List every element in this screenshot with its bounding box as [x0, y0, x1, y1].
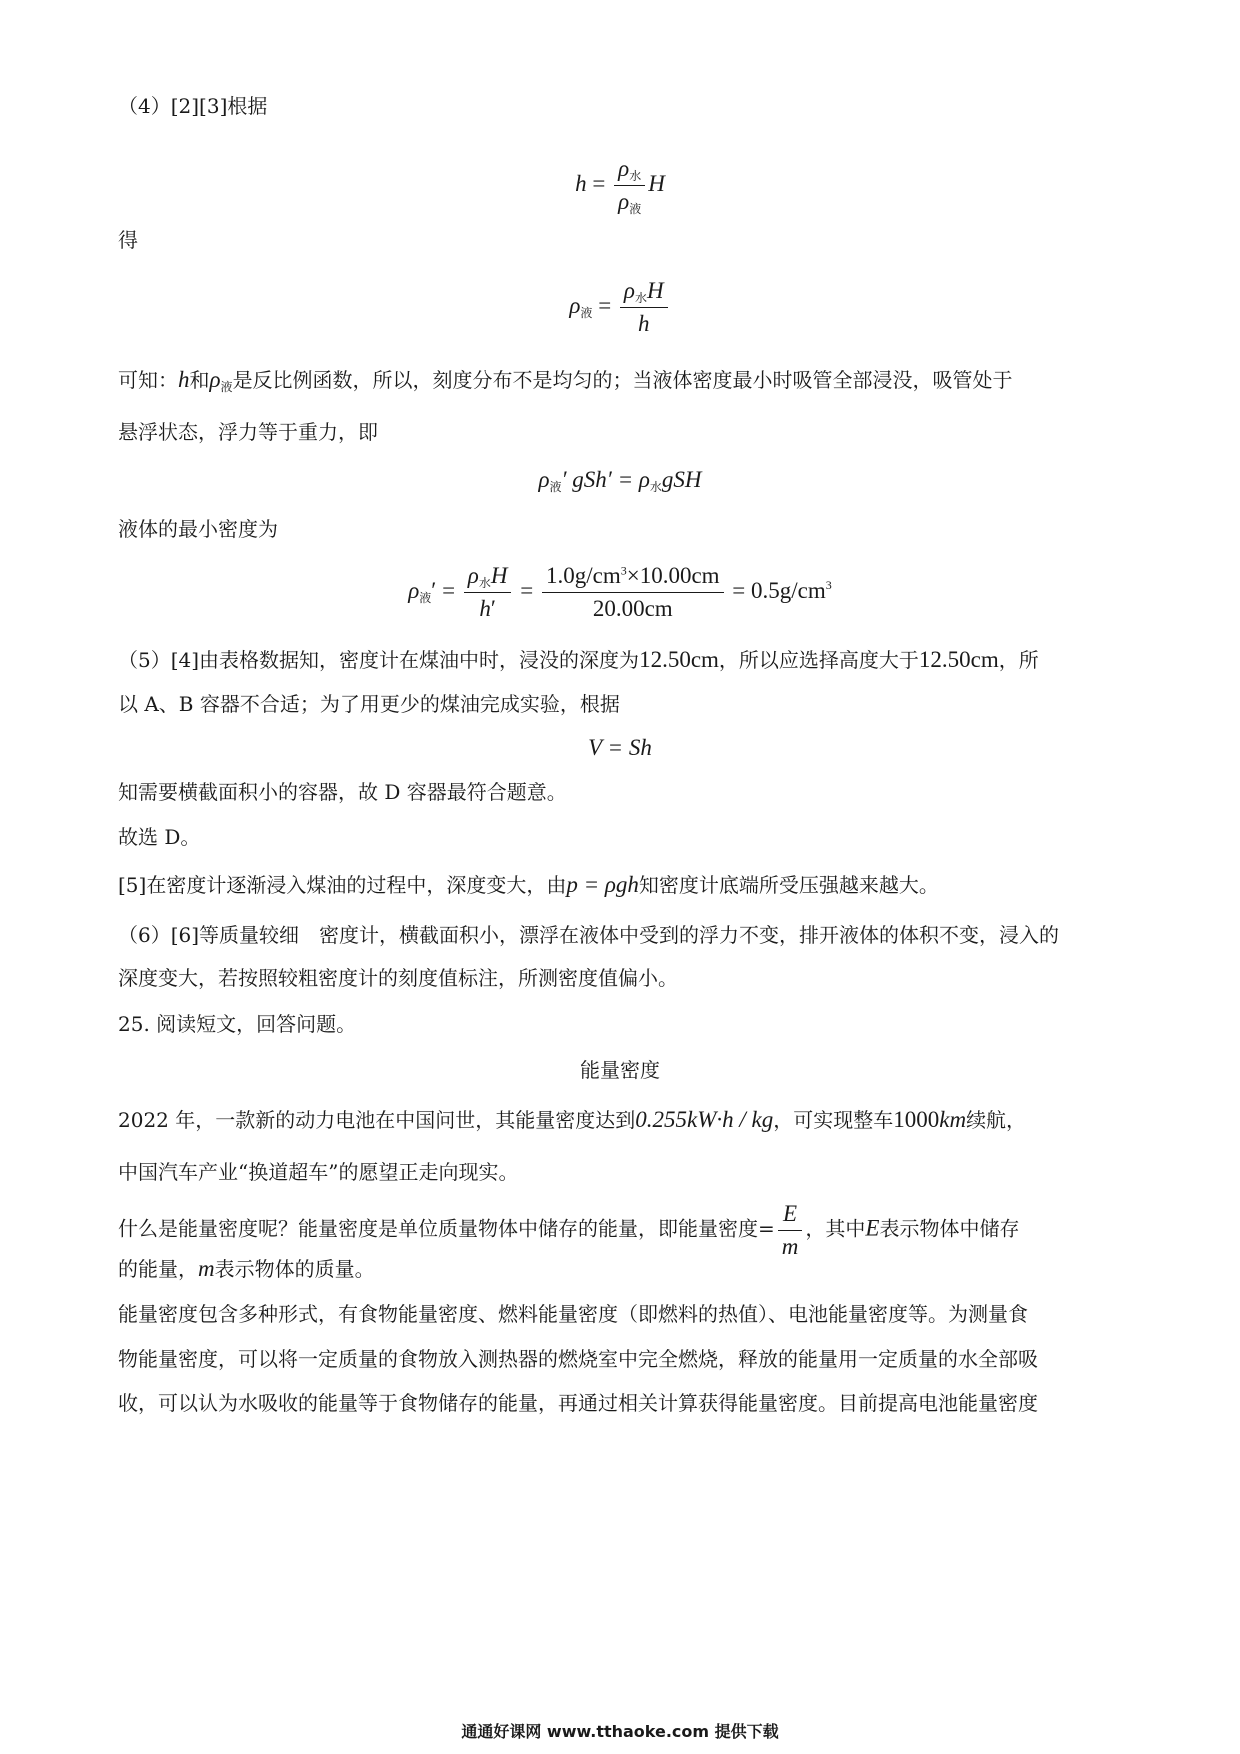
paragraph-line: （6）[6]等质量较细 密度计，横截面积小，漂浮在液体中受到的浮力不变，排开液体的体积不变，浸入的	[118, 923, 1060, 947]
fraction: $\frac{\rho_水H}{h}$	[620, 277, 668, 338]
equation-volume: V = Sh	[588, 735, 652, 760]
paragraph-line: 的能量，m表示物体的质量。	[118, 1256, 375, 1281]
paragraph-line: （5）[4]由表格数据知，密度计在煤油中时，浸没的深度为12.50cm，所以应选择高度大于12.50cm，所	[118, 647, 1039, 672]
fraction: $\frac{\rho_水H}{h'}$	[464, 562, 512, 623]
fraction: $\frac{\rho_水}{\rho_液}$	[614, 155, 645, 217]
footer-watermark: 通通好课网 www.tthaoke.com 提供下载	[461, 1722, 779, 1741]
paragraph-line: [5]在密度计逐渐浸入煤油的过程中，深度变大，由p = ρgh知密度计底端所受压强越来越大。	[118, 872, 939, 897]
paragraph-line: 物能量密度，可以将一定质量的食物放入测热器的燃烧室中完全燃烧，释放的能量用一定质量的水全部吸	[118, 1347, 1038, 1371]
fraction: $\frac{E}{m}$	[778, 1200, 803, 1260]
paragraph-line: 收，可以认为水吸收的能量等于食物储存的能量，再通过相关计算获得能量密度。目前提高电池能量密度	[118, 1391, 1038, 1415]
paragraph-line: 深度变大，若按照较粗密度计的刻度值标注，所测密度值偏小。	[118, 966, 678, 990]
paragraph-line: 中国汽车产业“换道超车”的愿望正走向现实。	[118, 1160, 519, 1184]
equation-buoyancy: $\rho_液'$ $gSh' = \rho_水gSH$	[538, 467, 702, 494]
paragraph-line: 以 A、B 容器不合适；为了用更少的煤油完成实验，根据	[118, 692, 620, 716]
paragraph-line: 能量密度包含多种形式，有食物能量密度、燃料能量密度（即燃料的热值）、电池能量密度等。为测量食	[118, 1302, 1028, 1326]
paragraph-line: 可知：h和$\rho_液$是反比例函数，所以，刻度分布不是均匀的；当液体密度最小时吸管全部浸没，吸管处于	[118, 367, 1013, 394]
paragraph-line: 故选 D。	[118, 825, 201, 849]
paragraph-line: 知需要横截面积小的容器，故 D 容器最符合题意。	[118, 780, 567, 804]
equation-min-density: $\rho_液'$ = $\frac{\rho_水H}{h'}$ = $\frac{1.0g/cm^3\times 10.00cm}{20.00cm}$ = $0.5g/cm^3$	[408, 563, 832, 622]
paragraph-line: 什么是能量密度呢？能量密度是单位质量物体中储存的能量，即能量密度= $\frac{E}{m}$ ，其中E表示物体中储存	[118, 1201, 1020, 1259]
equation-h: h = $\frac{\rho_水}{\rho_液}$ H	[575, 156, 665, 217]
paragraph-line: 2022 年，一款新的动力电池在中国问世，其能量密度达到0.255kW·h / kg，可实现整车1000km续航，	[118, 1107, 1027, 1132]
equation-rho-liquid: $\rho_液$ = $\frac{\rho_水H}{h}$	[0, 277, 1240, 338]
paragraph-line: 得	[118, 228, 138, 252]
article-title: 能量密度	[580, 1058, 660, 1082]
paragraph-line: 液体的最小密度为	[118, 517, 278, 541]
paragraph-line: 悬浮状态，浮力等于重力，即	[118, 420, 378, 444]
fraction: $\frac{1.0g/cm^3\times 10.00cm}{20.00cm}$	[542, 562, 724, 622]
question-heading: 25. 阅读短文，回答问题。	[118, 1012, 357, 1036]
paragraph-line: （4）[2][3]根据	[118, 94, 268, 118]
